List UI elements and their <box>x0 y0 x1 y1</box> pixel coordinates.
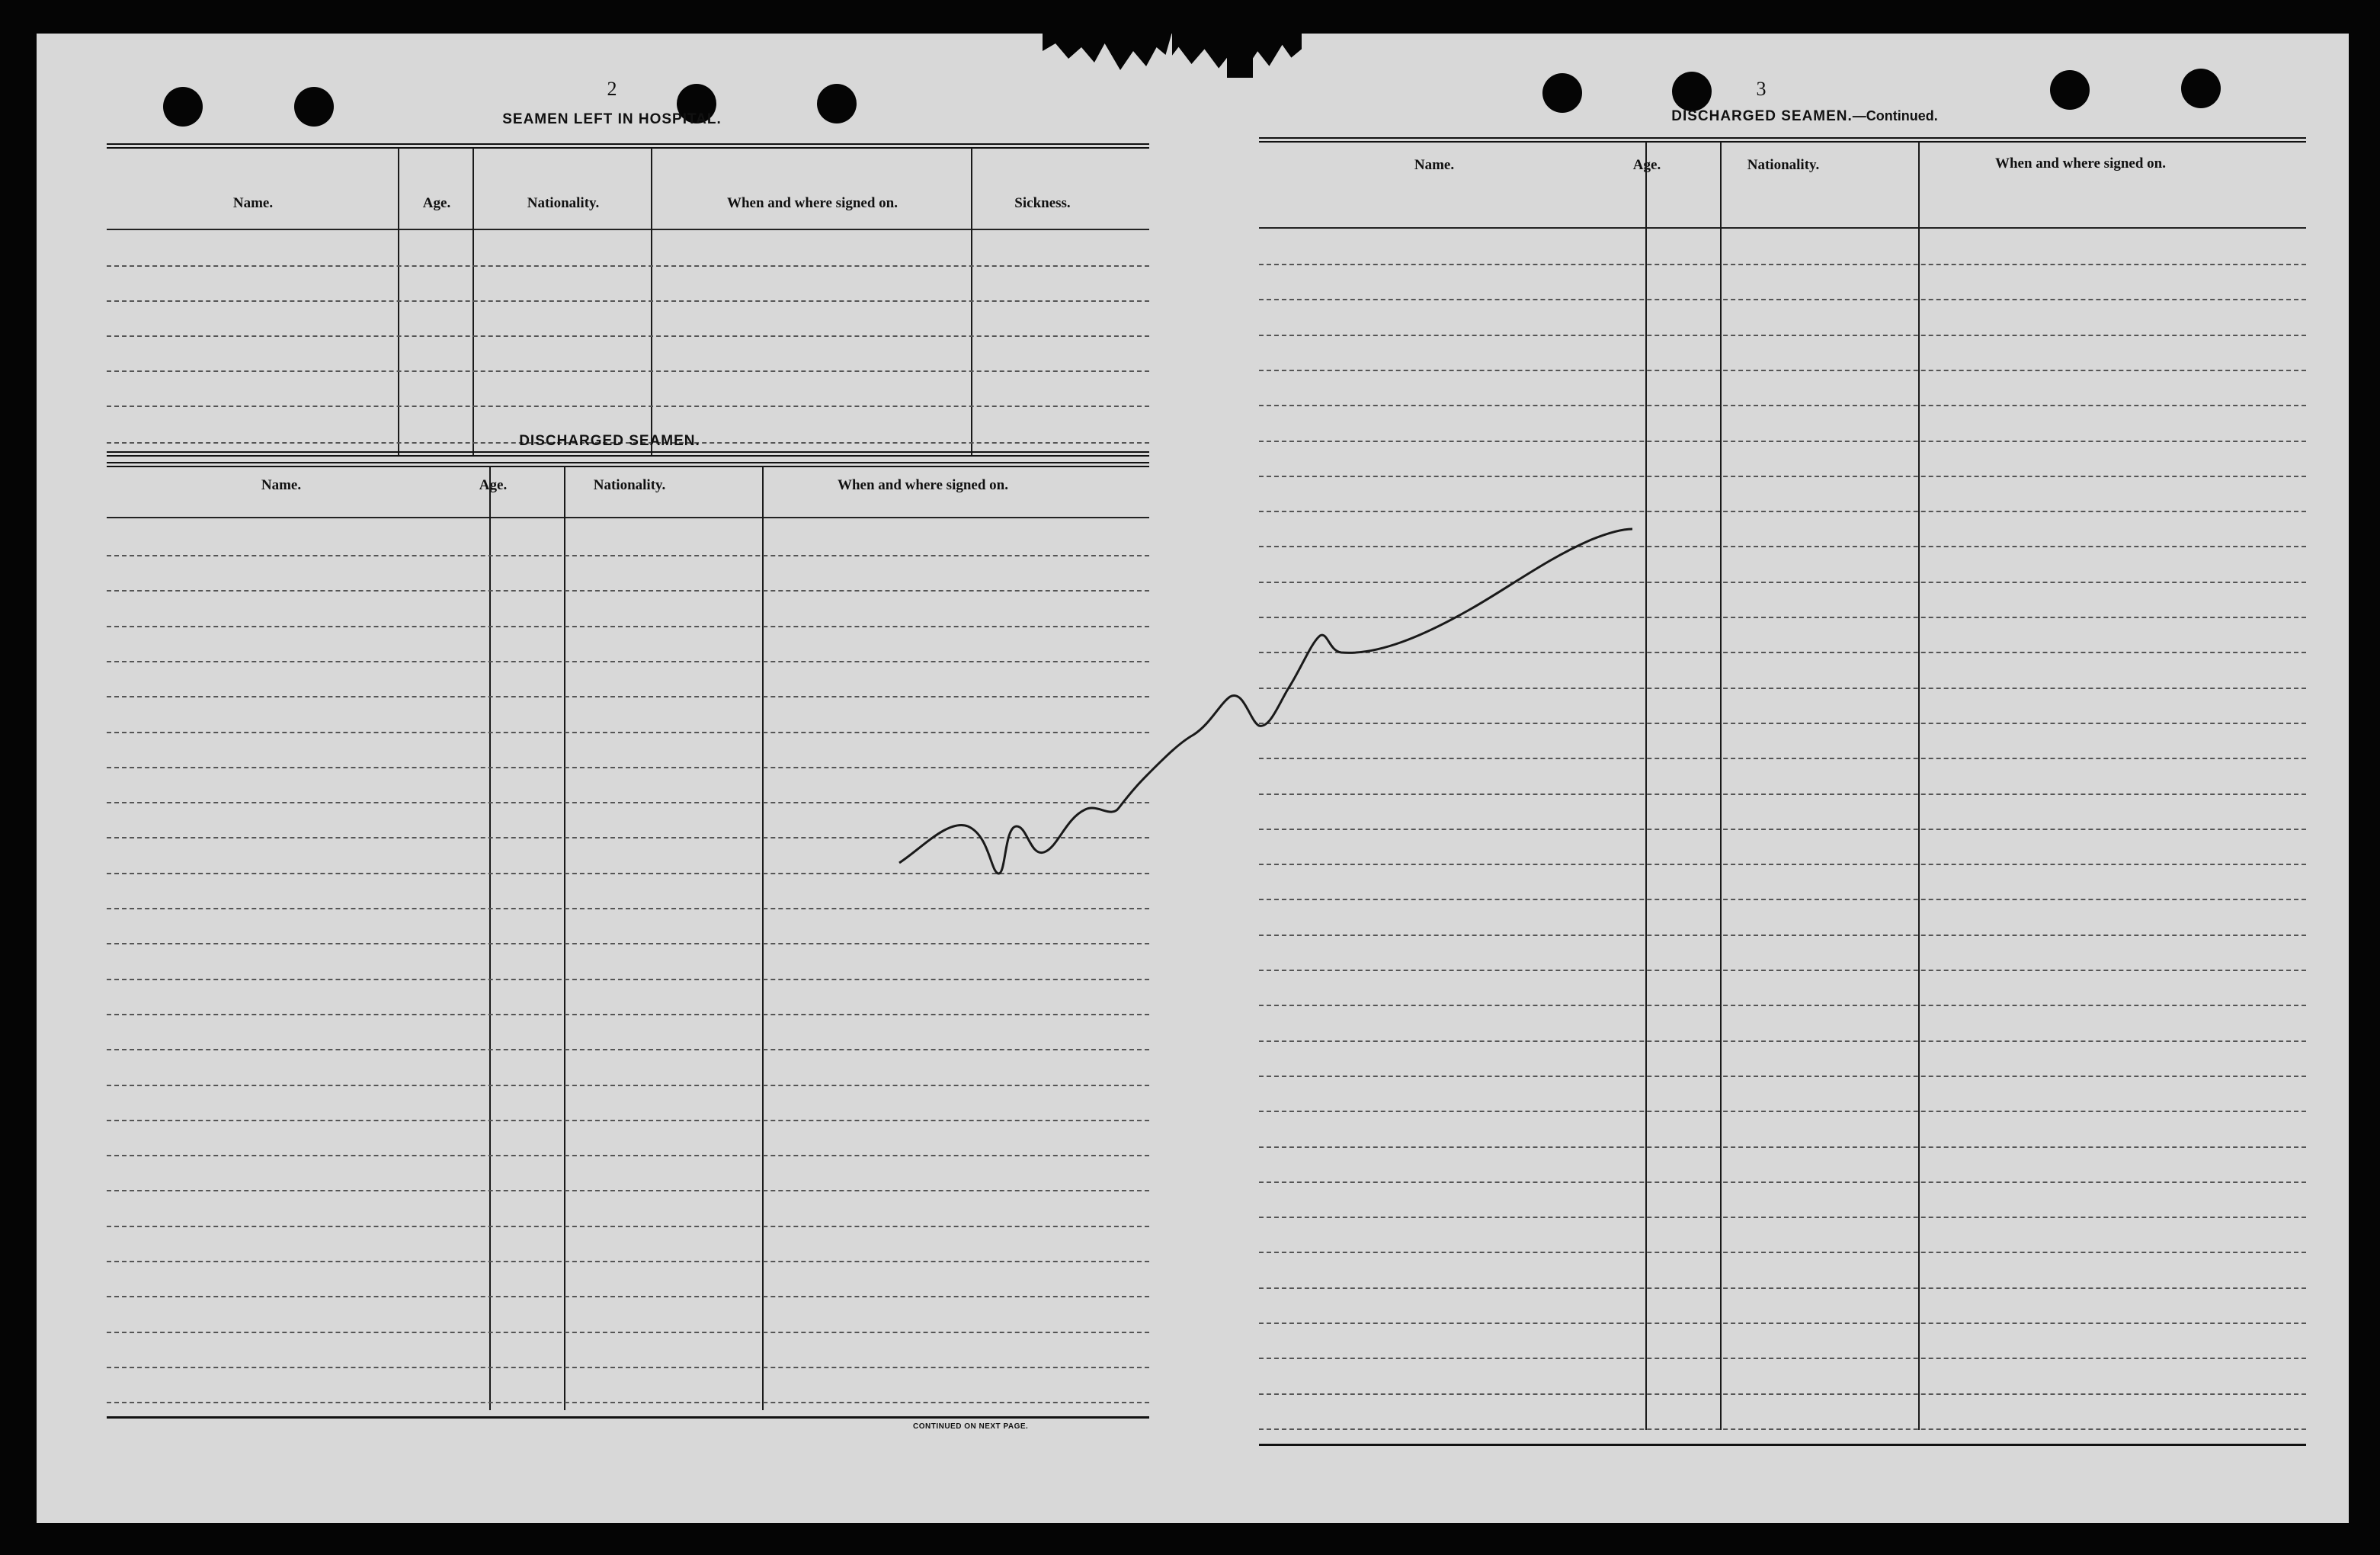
column-header-nationality: Nationality. <box>593 477 666 493</box>
section-title-suffix: —Continued. <box>1852 108 1938 123</box>
column-header-age: Age. <box>479 477 508 493</box>
section-title-text: DISCHARGED SEAMEN. <box>1671 108 1853 124</box>
column-header-name: Name. <box>261 477 302 493</box>
column-header-signed-on: When and where signed on. <box>1994 156 2166 172</box>
page-number: 3 <box>1756 78 1767 100</box>
column-header-nationality: Nationality. <box>527 195 600 211</box>
column-header-signed-on: When and where signed on. <box>726 195 898 211</box>
document-sheet <box>37 34 2349 1523</box>
handwritten-mark <box>37 34 2349 1523</box>
section-title-discharged: DISCHARGED SEAMEN. <box>519 433 700 449</box>
column-header-age: Age. <box>422 195 451 211</box>
page-number: 2 <box>607 78 617 100</box>
column-header-signed-on: When and where signed on. <box>837 477 1008 493</box>
column-header-sickness: Sickness. <box>1014 195 1071 211</box>
continued-note: CONTINUED ON NEXT PAGE. <box>913 1422 1029 1431</box>
column-header-nationality: Nationality. <box>1747 157 1820 173</box>
section-title-hospital: SEAMEN LEFT IN HOSPITAL. <box>502 111 722 127</box>
column-header-age: Age. <box>1632 157 1661 173</box>
column-header-name: Name. <box>232 195 274 211</box>
column-header-name: Name. <box>1414 157 1455 173</box>
